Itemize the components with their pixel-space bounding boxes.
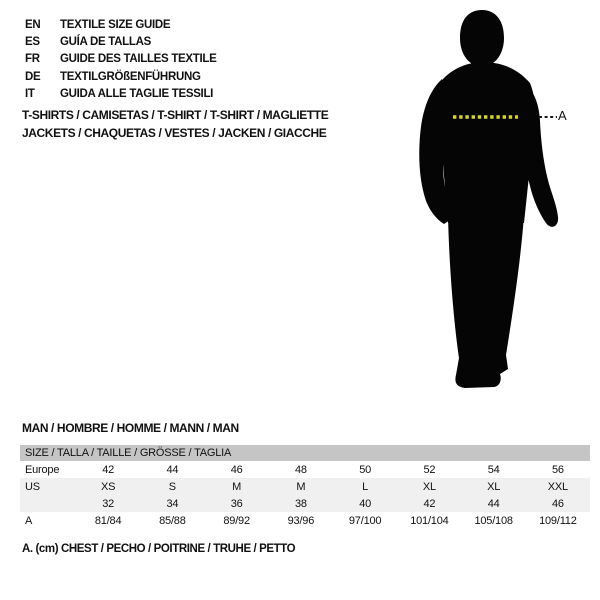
size-cell: 52 bbox=[423, 463, 436, 476]
language-code: DE bbox=[25, 70, 41, 83]
size-cell: XL bbox=[422, 480, 436, 493]
size-cell: M bbox=[232, 480, 242, 493]
section-title-man: MAN / HOMBRE / HOMME / MANN / MAN bbox=[22, 421, 239, 435]
size-cell: 56 bbox=[551, 463, 564, 476]
size-cell: 42 bbox=[423, 497, 436, 510]
table-row-europe bbox=[20, 461, 590, 478]
table-row-chest-a bbox=[20, 512, 590, 529]
garment-categories bbox=[22, 106, 328, 142]
size-cell: 32 bbox=[102, 497, 115, 510]
language-label: TEXTILGRÖßENFÜHRUNG bbox=[60, 70, 201, 83]
language-row-es bbox=[25, 33, 217, 50]
language-list bbox=[25, 16, 217, 103]
row-label: A bbox=[25, 514, 33, 527]
size-cell: 40 bbox=[359, 497, 372, 510]
size-table bbox=[20, 445, 590, 529]
language-code: EN bbox=[25, 18, 41, 31]
language-code: IT bbox=[25, 88, 35, 101]
category-line-jackets: JACKETS / CHAQUETAS / VESTES / JACKEN / GIACCHE bbox=[22, 126, 327, 140]
table-row-numeric bbox=[20, 495, 590, 512]
footnote-chest-legend: A. (cm) CHEST / PECHO / POITRINE / TRUHE / PETTO bbox=[22, 543, 296, 555]
measure-a-label: A bbox=[558, 108, 567, 123]
row-label: US bbox=[25, 480, 40, 493]
size-table-header: SIZE / TALLA / TAILLE / GRÖSSE / TAGLIA bbox=[20, 445, 590, 461]
size-cell: M bbox=[296, 480, 306, 493]
category-line-tshirts: T-SHIRTS / CAMISETAS / T-SHIRT / T-SHIRT / MAGLIETTE bbox=[22, 108, 329, 122]
language-row-fr bbox=[25, 51, 217, 68]
size-cell: 36 bbox=[230, 497, 243, 510]
language-label: GUÍA DE TALLAS bbox=[60, 36, 151, 49]
size-cell: 109/112 bbox=[539, 514, 577, 527]
size-cell: 42 bbox=[102, 463, 115, 476]
size-cell: 46 bbox=[230, 463, 243, 476]
size-cell: XXL bbox=[547, 480, 568, 493]
size-cell: 48 bbox=[294, 463, 307, 476]
language-row-it bbox=[25, 86, 217, 103]
size-cell: 34 bbox=[166, 497, 179, 510]
size-cell: S bbox=[168, 480, 176, 493]
language-row-de bbox=[25, 68, 217, 85]
language-code: FR bbox=[25, 53, 40, 66]
size-cell: 46 bbox=[551, 497, 564, 510]
size-cell: 85/88 bbox=[159, 514, 186, 527]
row-label: Europe bbox=[25, 463, 60, 476]
size-cell: XL bbox=[487, 480, 501, 493]
size-cell: 38 bbox=[294, 497, 307, 510]
size-table-header-row bbox=[20, 445, 590, 461]
size-cell: 81/84 bbox=[94, 514, 122, 527]
language-label: GUIDE DES TAILLES TEXTILE bbox=[60, 53, 217, 66]
size-cell: XS bbox=[100, 480, 116, 493]
table-row-us bbox=[20, 478, 590, 495]
size-cell: 97/100 bbox=[348, 514, 382, 527]
language-label: TEXTILE SIZE GUIDE bbox=[60, 18, 171, 31]
size-cell: 89/92 bbox=[223, 514, 250, 527]
size-cell: 44 bbox=[166, 463, 179, 476]
size-cell: 105/108 bbox=[474, 514, 513, 527]
size-cell: 93/96 bbox=[287, 514, 315, 527]
size-cell: 44 bbox=[487, 497, 500, 510]
language-row-en bbox=[25, 16, 217, 33]
size-cell: 54 bbox=[487, 463, 500, 476]
size-cell: 101/104 bbox=[410, 514, 449, 527]
size-cell: 50 bbox=[359, 463, 372, 476]
language-code: ES bbox=[25, 36, 40, 49]
language-label: GUIDA ALLE TAGLIE TESSILI bbox=[60, 88, 214, 101]
man-figure bbox=[402, 5, 572, 395]
row-label bbox=[20, 495, 76, 512]
man-silhouette-icon bbox=[402, 5, 572, 395]
size-cell: L bbox=[362, 480, 369, 493]
